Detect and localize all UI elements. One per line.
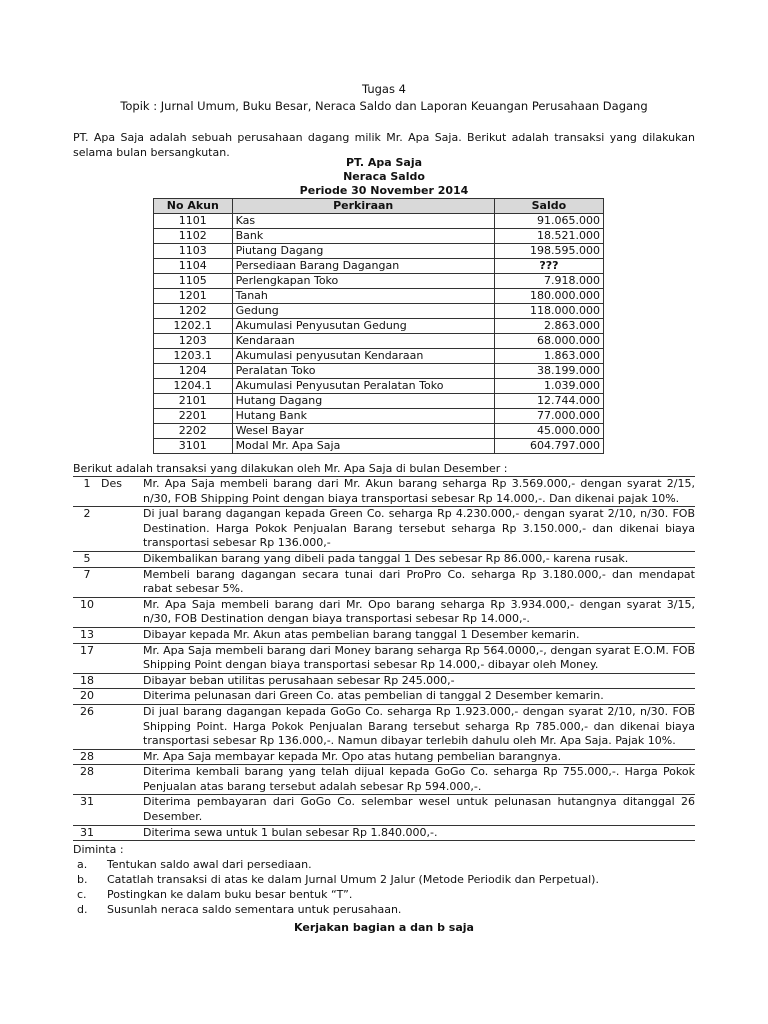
transaction-day: 13	[80, 627, 94, 641]
transaction-month	[101, 795, 143, 824]
balance-cell: 118.000.000	[494, 304, 603, 319]
transaction-day: 26	[80, 704, 94, 718]
transaction-description: Diterima pembayaran dari GoGo Co. selembar wesel untuk pelunasan hutangnya ditanggal 26 Desember.	[143, 795, 695, 824]
table-row	[154, 259, 604, 274]
transaction-description: Mr. Apa Saja membeli barang dari Mr. Opo barang seharga Rp 3.934.000,- dengan syarat 3/15, n/30, FOB Destination dengan biaya transportasi sebesar Rp 14.000,-.	[143, 597, 695, 626]
transaction-day: 17	[80, 643, 94, 657]
account-name-cell: Persediaan Barang Dagangan	[232, 259, 494, 274]
tasks-title: Diminta :	[73, 843, 124, 856]
balance-cell: 68.000.000	[494, 334, 603, 349]
transaction-description: Mr. Apa Saja membeli barang dari Money barang seharga Rp 564.0000,-, dengan syarat E.O.M. FOB Shipping Point dengan biaya transportasi sebesar Rp 14.000,- dibayar oleh Money.	[143, 643, 695, 672]
transaction-description: Di jual barang dagangan kepada GoGo Co. seharga Rp 1.923.000,- dengan syarat 2/10, n/30. FOB Shipping Point. Harga Pokok Penjualan Barang tersebut seharga Rp 785.000,- dan dikenai biaya transportasi sebesar Rp 136.000,-. Namun dibayar terlebih dahulu oleh Mr. Apa Saja. Pajak 10%.	[143, 704, 695, 748]
account-name-cell: Hutang Bank	[232, 409, 494, 424]
account-number-cell: 2202	[154, 424, 233, 439]
task-note: Kerjakan bagian a dan b saja	[294, 921, 474, 934]
transaction-row	[73, 704, 695, 749]
transaction-row	[73, 688, 695, 704]
account-number-cell: 1105	[154, 274, 233, 289]
table-row	[154, 319, 604, 334]
transaction-description: Diterima sewa untuk 1 bulan sebesar Rp 1.840.000,-.	[143, 825, 438, 839]
transaction-month	[101, 674, 143, 689]
account-name-cell: Peralatan Toko	[232, 364, 494, 379]
balance-cell: 198.595.000	[494, 244, 603, 259]
table-row	[154, 379, 604, 394]
balance-cell: 45.000.000	[494, 424, 603, 439]
transaction-row	[73, 597, 695, 627]
task-letter: b.	[77, 873, 88, 886]
table-row	[154, 334, 604, 349]
account-name-cell: Perlengkapan Toko	[232, 274, 494, 289]
transaction-description: Dikembalikan barang yang dibeli pada tanggal 1 Des sebesar Rp 86.000,- karena rusak.	[143, 551, 629, 565]
transaction-month	[101, 598, 143, 627]
account-number-cell: 3101	[154, 439, 233, 454]
balance-cell: 1.863.000	[494, 349, 603, 364]
table-row	[154, 439, 604, 454]
account-number-cell: 1203.1	[154, 349, 233, 364]
account-name-cell: Modal Mr. Apa Saja	[232, 439, 494, 454]
table-row	[154, 424, 604, 439]
table-row	[154, 229, 604, 244]
transaction-month	[101, 644, 143, 673]
account-name-cell: Piutang Dagang	[232, 244, 494, 259]
balance-cell: 38.199.000	[494, 364, 603, 379]
transaction-row	[73, 476, 695, 506]
col-header-akun: No Akun	[154, 199, 233, 214]
account-name-cell: Kendaraan	[232, 334, 494, 349]
table-row	[154, 409, 604, 424]
transaction-day: 10	[80, 597, 94, 611]
transaction-description: Dibayar beban utilitas perusahaan sebesar Rp 245.000,-	[143, 673, 455, 687]
transaction-description: Diterima kembali barang yang telah dijual kepada GoGo Co. seharga Rp 755.000,-. Harga Pokok Penjualan atas barang tersebut adalah sebesar Rp 594.000,-.	[143, 765, 695, 793]
table-row	[154, 364, 604, 379]
task-item	[73, 887, 599, 902]
transaction-month	[101, 765, 143, 794]
transactions-intro: Berikut adalah transaksi yang dilakukan oleh Mr. Apa Saja di bulan Desember :	[73, 462, 508, 475]
trial-balance-heading	[0, 156, 768, 198]
account-number-cell: 1104	[154, 259, 233, 274]
report-name: Neraca Saldo	[343, 170, 425, 183]
transaction-month	[101, 705, 143, 749]
account-number-cell: 1204.1	[154, 379, 233, 394]
transaction-row	[73, 749, 695, 765]
intro-paragraph: PT. Apa Saja adalah sebuah perusahaan dagang milik Mr. Apa Saja. Berikut adalah transaksi yang dilakukan selama bulan bersangkutan.	[73, 131, 695, 159]
transaction-description: Membeli barang dagangan secara tunai dari ProPro Co. seharga Rp 3.180.000,- dan mendapat rabat sebesar 5%.	[143, 567, 695, 596]
task-item	[73, 902, 599, 917]
transaction-day: 18	[80, 673, 94, 687]
transaction-description: Mr. Apa Saja membeli barang dari Mr. Akun barang seharga Rp 3.569.000,- dengan syarat 2/15, n/30, FOB Shipping Point dengan biaya transportasi sebesar Rp 14.000,-. Dan dikenai pajak 10%.	[143, 477, 695, 505]
table-row	[154, 214, 604, 229]
transaction-row	[73, 794, 695, 824]
report-period: Periode 30 November 2014	[299, 184, 469, 197]
transaction-day: 31	[80, 795, 94, 809]
transaction-description: Mr. Apa Saja membayar kepada Mr. Opo atas hutang pembelian barangnya.	[143, 749, 562, 763]
transaction-row	[73, 627, 695, 643]
transaction-day: 1	[83, 477, 91, 490]
balance-cell: ???	[494, 259, 603, 274]
transaction-month	[101, 826, 143, 841]
account-name-cell: Akumulasi penyusutan Kendaraan	[232, 349, 494, 364]
account-name-cell: Gedung	[232, 304, 494, 319]
col-header-saldo: Saldo	[494, 199, 603, 214]
account-name-cell: Akumulasi Penyusutan Gedung	[232, 319, 494, 334]
account-number-cell: 1203	[154, 334, 233, 349]
table-row	[154, 394, 604, 409]
task-letter: a.	[77, 858, 88, 871]
balance-cell: 180.000.000	[494, 289, 603, 304]
account-name-cell: Akumulasi Penyusutan Peralatan Toko	[232, 379, 494, 394]
transaction-day: 5	[83, 551, 91, 565]
task-letter: d.	[77, 903, 88, 916]
tasks-list	[73, 857, 599, 917]
transaction-month	[101, 750, 143, 765]
table-row	[154, 244, 604, 259]
transaction-row	[73, 506, 695, 551]
assignment-topic: Topik : Jurnal Umum, Buku Besar, Neraca Saldo dan Laporan Keuangan Perusahaan Dagang	[120, 99, 648, 113]
account-name-cell: Wesel Bayar	[232, 424, 494, 439]
transaction-day: 31	[80, 825, 94, 839]
balance-cell: 91.065.000	[494, 214, 603, 229]
table-row	[154, 304, 604, 319]
task-item	[73, 872, 599, 887]
transaction-day: 20	[80, 689, 94, 703]
account-number-cell: 1101	[154, 214, 233, 229]
task-item	[73, 857, 599, 872]
transaction-day: 7	[83, 567, 91, 581]
transaction-row	[73, 764, 695, 794]
transaction-month	[101, 507, 143, 551]
col-header-perkiraan: Perkiraan	[232, 199, 494, 214]
account-number-cell: 2101	[154, 394, 233, 409]
balance-cell: 7.918.000	[494, 274, 603, 289]
account-name-cell: Tanah	[232, 289, 494, 304]
task-text: Tentukan saldo awal dari persediaan.	[107, 858, 312, 871]
task-letter: c.	[77, 888, 87, 901]
assignment-title: Tugas 4	[362, 82, 406, 96]
table-row	[154, 349, 604, 364]
balance-cell: 12.744.000	[494, 394, 603, 409]
account-number-cell: 1102	[154, 229, 233, 244]
table-header-row	[154, 199, 604, 214]
account-number-cell: 1204	[154, 364, 233, 379]
transaction-month	[101, 689, 143, 704]
account-number-cell: 1202	[154, 304, 233, 319]
balance-cell: 1.039.000	[494, 379, 603, 394]
transaction-day: 28	[80, 765, 94, 779]
transaction-month	[101, 628, 143, 643]
transaction-row	[73, 643, 695, 673]
table-row	[154, 274, 604, 289]
account-number-cell: 2201	[154, 409, 233, 424]
transactions-list	[73, 476, 695, 841]
balance-cell: 2.863.000	[494, 319, 603, 334]
transaction-row	[73, 551, 695, 567]
transaction-day: 28	[80, 749, 94, 763]
transaction-row	[73, 825, 695, 842]
task-text: Catatlah transaksi di atas ke dalam Jurnal Umum 2 Jalur (Metode Periodik dan Perpetual).	[107, 873, 599, 886]
task-text: Postingkan ke dalam buku besar bentuk “T”.	[107, 888, 353, 901]
transaction-description: Diterima pelunasan dari Green Co. atas pembelian di tanggal 2 Desember kemarin.	[143, 689, 604, 703]
account-number-cell: 1202.1	[154, 319, 233, 334]
table-row	[154, 289, 604, 304]
balance-cell: 604.797.000	[494, 439, 603, 454]
balance-cell: 77.000.000	[494, 409, 603, 424]
transaction-month: Des	[101, 477, 122, 490]
account-number-cell: 1201	[154, 289, 233, 304]
account-name-cell: Bank	[232, 229, 494, 244]
transaction-description: Dibayar kepada Mr. Akun atas pembelian barang tanggal 1 Desember kemarin.	[143, 627, 580, 641]
transaction-month	[101, 568, 143, 597]
company-name: PT. Apa Saja	[345, 156, 423, 169]
trial-balance-body	[154, 214, 604, 454]
trial-balance-table	[153, 198, 604, 454]
transaction-day: 2	[83, 507, 91, 521]
transaction-month	[101, 552, 143, 567]
transaction-row	[73, 673, 695, 689]
balance-cell: 18.521.000	[494, 229, 603, 244]
account-name-cell: Hutang Dagang	[232, 394, 494, 409]
account-number-cell: 1103	[154, 244, 233, 259]
task-text: Susunlah neraca saldo sementara untuk perusahaan.	[107, 903, 402, 916]
transaction-row	[73, 567, 695, 597]
account-name-cell: Kas	[232, 214, 494, 229]
transaction-description: Di jual barang dagangan kepada Green Co. seharga Rp 4.230.000,- dengan syarat 2/10, n/30. FOB Destination. Harga Pokok Penjualan Barang tersebut seharga Rp 3.150.000,- dan dikenai biaya transportasi sebesar Rp 136.000,-	[143, 507, 695, 550]
